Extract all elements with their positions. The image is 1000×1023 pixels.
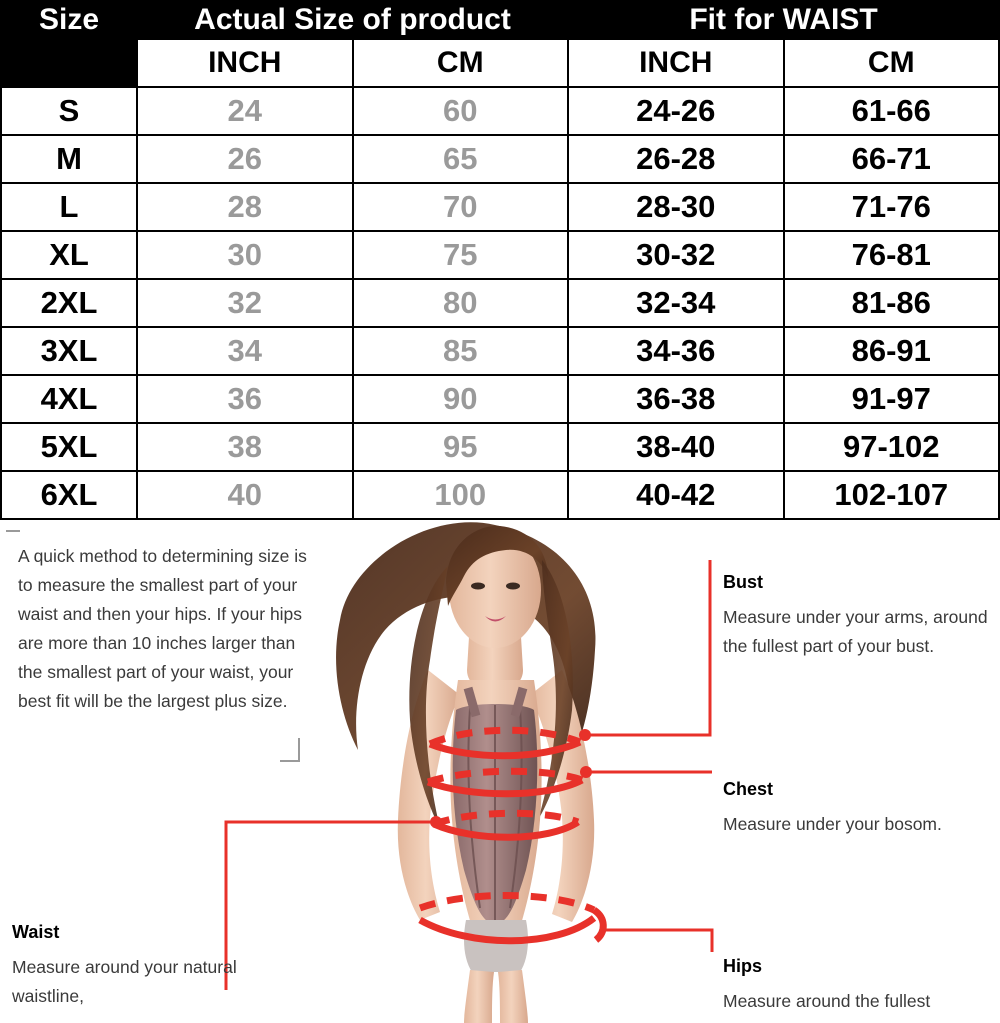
hips-note-title: Hips: [723, 956, 763, 976]
cell-actual-inch: 30: [137, 231, 353, 279]
cell-waist-cm: 61-66: [784, 87, 1000, 135]
cell-actual-cm: 80: [353, 279, 569, 327]
cell-size: 6XL: [1, 471, 137, 519]
waist-note-text: Measure around your natural waistline,: [12, 957, 237, 1006]
cell-waist-cm: 71-76: [784, 183, 1000, 231]
cell-actual-inch: 26: [137, 135, 353, 183]
subheader-actual-inch: INCH: [137, 39, 353, 87]
table-subheaders: [1, 39, 999, 87]
cell-waist-cm: 91-97: [784, 375, 1000, 423]
cell-waist-inch: 38-40: [568, 423, 784, 471]
cell-size: 2XL: [1, 279, 137, 327]
cell-waist-inch: 32-34: [568, 279, 784, 327]
cell-actual-cm: 95: [353, 423, 569, 471]
subheader-waist-inch: INCH: [568, 39, 784, 87]
header-actual-size: Actual Size of product: [137, 1, 568, 39]
cell-size: 3XL: [1, 327, 137, 375]
cell-actual-inch: 40: [137, 471, 353, 519]
cell-waist-inch: 26-28: [568, 135, 784, 183]
waist-note: [12, 918, 242, 1011]
bust-note-text: Measure under your arms, around the fullest part of your bust.: [723, 607, 988, 656]
cell-actual-inch: 34: [137, 327, 353, 375]
cell-waist-cm: 76-81: [784, 231, 1000, 279]
cell-waist-inch: 28-30: [568, 183, 784, 231]
cell-actual-inch: 32: [137, 279, 353, 327]
quick-method-note: [18, 542, 318, 716]
cell-actual-inch: 24: [137, 87, 353, 135]
table-row: [1, 279, 999, 327]
cell-actual-cm: 60: [353, 87, 569, 135]
cell-waist-cm: 86-91: [784, 327, 1000, 375]
cell-size: L: [1, 183, 137, 231]
measurement-guide-panel: [0, 520, 1000, 1023]
cell-actual-cm: 85: [353, 327, 569, 375]
cell-actual-inch: 38: [137, 423, 353, 471]
bracket-corner-top-left: [6, 530, 20, 542]
cell-waist-cm: 102-107: [784, 471, 1000, 519]
table-header-groups: [1, 1, 999, 39]
cell-size: XL: [1, 231, 137, 279]
cell-waist-inch: 24-26: [568, 87, 784, 135]
subheader-actual-cm: CM: [353, 39, 569, 87]
table-row: [1, 135, 999, 183]
table-row: [1, 327, 999, 375]
cell-size: 5XL: [1, 423, 137, 471]
bust-note: [723, 568, 993, 661]
subheader-blank: [1, 39, 137, 87]
model-photo: [280, 520, 710, 1023]
bust-note-title: Bust: [723, 572, 763, 592]
table-body: [1, 87, 999, 519]
cell-size: S: [1, 87, 137, 135]
model-illustration: [280, 520, 710, 1023]
cell-actual-inch: 36: [137, 375, 353, 423]
header-size: Size: [1, 1, 137, 39]
hips-note: [723, 952, 998, 1016]
hips-note-text: Measure around the fullest: [723, 991, 931, 1011]
cell-actual-cm: 70: [353, 183, 569, 231]
cell-actual-inch: 28: [137, 183, 353, 231]
waist-note-title: Waist: [12, 922, 60, 942]
cell-actual-cm: 100: [353, 471, 569, 519]
table-row: [1, 471, 999, 519]
table-row: [1, 375, 999, 423]
cell-waist-cm: 66-71: [784, 135, 1000, 183]
cell-actual-cm: 65: [353, 135, 569, 183]
cell-waist-inch: 34-36: [568, 327, 784, 375]
cell-actual-cm: 75: [353, 231, 569, 279]
cell-waist-cm: 97-102: [784, 423, 1000, 471]
header-fit-waist: Fit for WAIST: [568, 1, 999, 39]
chest-note-title: Chest: [723, 779, 774, 799]
bracket-corner-bottom-right: [280, 738, 300, 762]
quick-method-text: A quick method to determining size is to measure the smallest part of your waist and then your hips. If your hips are more than 10 inches larger than the smallest part of your waist, your best fit will be the largest plus size.: [18, 546, 307, 711]
table-row: [1, 231, 999, 279]
cell-size: 4XL: [1, 375, 137, 423]
cell-waist-inch: 36-38: [568, 375, 784, 423]
cell-waist-inch: 30-32: [568, 231, 784, 279]
cell-waist-cm: 81-86: [784, 279, 1000, 327]
subheader-waist-cm: CM: [784, 39, 1000, 87]
cell-waist-inch: 40-42: [568, 471, 784, 519]
table-row: [1, 87, 999, 135]
table-row: [1, 183, 999, 231]
cell-actual-cm: 90: [353, 375, 569, 423]
cell-size: M: [1, 135, 137, 183]
chest-note-text: Measure under your bosom.: [723, 814, 942, 834]
table-row: [1, 423, 999, 471]
chest-note: [723, 775, 973, 839]
